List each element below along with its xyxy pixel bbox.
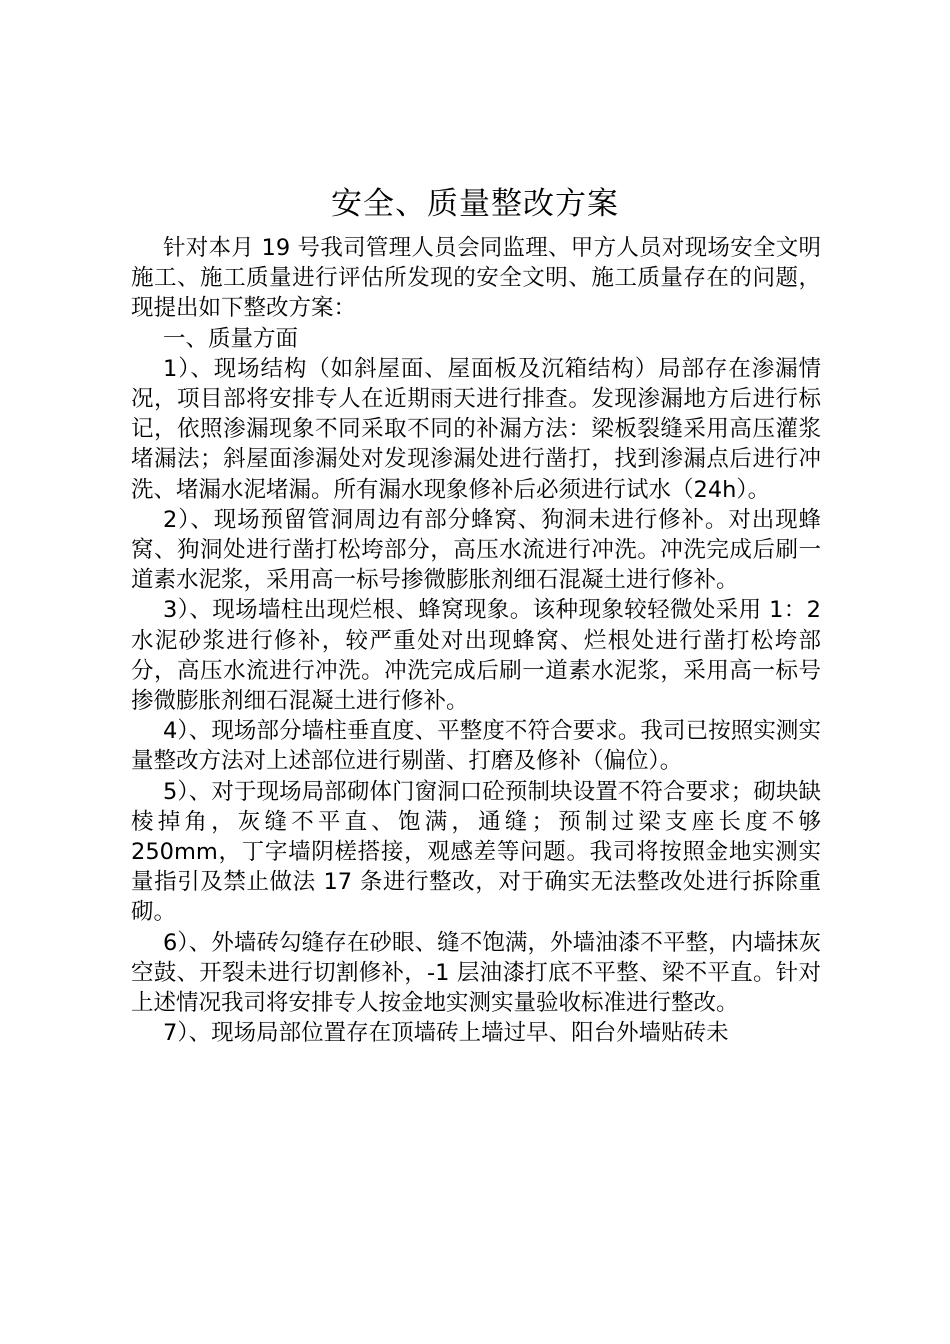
section-heading-quality: 一、质量方面 xyxy=(163,325,299,352)
paragraph-item-1: 1）、现场结构（如斜屋面、屋面板及沉箱结构）局部存在渗漏情况，项目部将安排专人在近期雨天进行排查。发现渗漏地方后进行标记，依照渗漏现象不同采取不同的补漏方法：梁板裂缝采用高压灌浆堵漏法；斜屋面渗漏处对发现渗漏处进行凿打，找到渗漏点后进行冲洗、堵漏水泥堵漏。所有漏水现象修补后必须进行试水（24h）。 xyxy=(131,355,821,503)
paragraph-item-4: 4）、现场部分墙柱垂直度、平整度不符合要求。我司已按照实测实量整改方法对上述部位进行剔凿、打磨及修补（偏位）。 xyxy=(131,718,821,775)
document-title: 安全、质量整改方案 xyxy=(331,186,619,222)
intro-paragraph: 针对本月 19 号我司管理人员会同监理、甲方人员对现场安全文明施工、施工质量进行评估所发现的安全文明、施工质量存在的问题，现提出如下整改方案： xyxy=(131,235,821,322)
document-body xyxy=(131,233,821,1048)
paragraph-item-2: 2）、现场预留管洞周边有部分蜂窝、狗洞未进行修补。对出现蜂窝、狗洞处进行凿打松垮部分，高压水流进行冲洗。冲洗完成后刷一道素水泥浆，采用高一标号掺微膨胀剂细石混凝土进行修补。 xyxy=(131,506,821,594)
paragraph-item-3: 3）、现场墙柱出现烂根、蜂窝现象。该种现象较轻微处采用 1：2 水泥砂浆进行修补，较严重处对出现蜂窝、烂根处进行凿打松垮部分，高压水流进行冲洗。冲洗完成后刷一道素水泥浆，采用高一标号掺微膨胀剂细石混凝土进行修补。 xyxy=(131,597,821,715)
paragraph-item-5: 5）、对于现场局部砌体门窗洞口砼预制块设置不符合要求；砌块缺棱掉角，灰缝不平直、饱满，通缝；预制过梁支座长度不够 250mm，丁字墙阴槎搭接，观感差等问题。我司将按照金地实测实量指引及禁止做法 17 条进行整改，对于确实无法整改处进行拆除重砌。 xyxy=(131,778,821,926)
paragraph-item-6: 6）、外墙砖勾缝存在砂眼、缝不饱满，外墙油漆不平整，内墙抹灰空鼓、开裂未进行切割修补，-1 层油漆打底不平整、梁不平直。针对上述情况我司将安排专人按金地实测实量验收标准进行整改。 xyxy=(131,929,821,1017)
paragraph-item-7: 7）、现场局部位置存在顶墙砖上墙过早、阳台外墙贴砖未 xyxy=(163,1020,729,1047)
